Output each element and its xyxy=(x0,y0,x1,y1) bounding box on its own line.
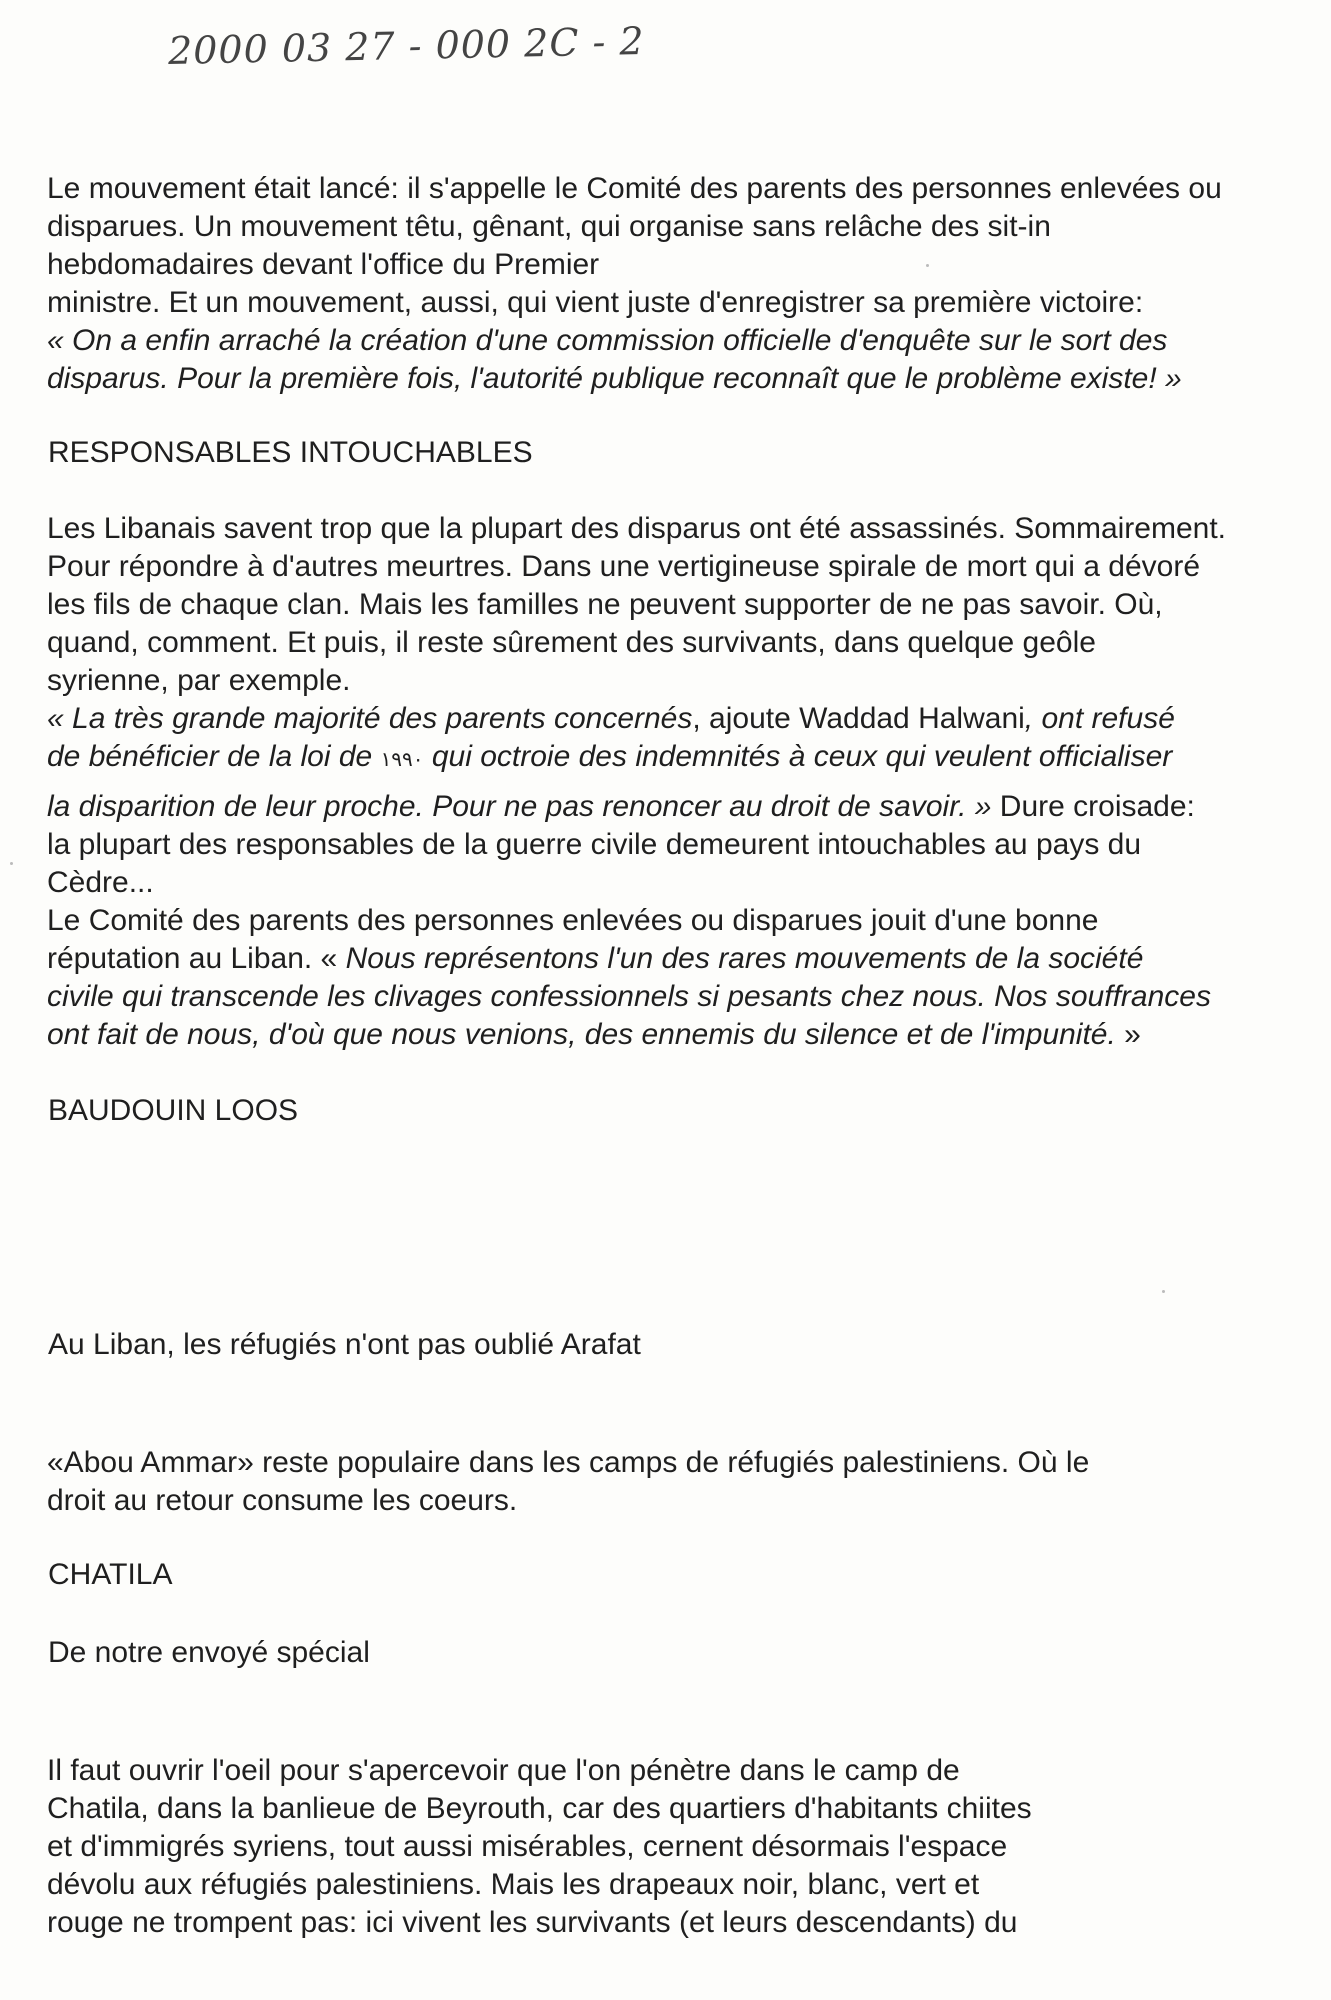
paragraph-line: disparues. Un mouvement têtu, gênant, qui organise sans relâche des sit-in xyxy=(47,210,1051,243)
quote-line: « On a enfin arraché la création d'une commission officielle d'enquête sur le sort des xyxy=(47,324,1168,357)
lead-line: «Abou Ammar» reste populaire dans les camps de réfugiés palestiniens. Où le xyxy=(47,1446,1090,1479)
quote-line: civile qui transcende les clivages confessionnels si pesants chez nous. Nos souffrances xyxy=(47,980,1211,1013)
text-fragment: Dure croisade: xyxy=(991,790,1195,823)
quote-fragment: la disparition de leur proche. Pour ne pas renoncer au droit de savoir. » xyxy=(47,790,992,823)
quote-fragment: Nous représentons l'un des rares mouvements de la société xyxy=(345,942,1144,975)
paragraph-line: et d'immigrés syriens, tout aussi misérables, cernent désormais l'espace xyxy=(47,1830,1008,1863)
scan-speck xyxy=(926,264,929,267)
text-fragment: réputation au Liban. « xyxy=(47,942,346,975)
paragraph-line: les fils de chaque clan. Mais les familles ne peuvent supporter de ne pas savoir. Où, xyxy=(47,588,1163,621)
paragraph-line: la plupart des responsables de la guerre civile demeurent intouchables au pays du xyxy=(47,828,1142,861)
paragraph-line xyxy=(47,940,1143,978)
paragraph-line: rouge ne trompent pas: ici vivent les survivants (et leurs descendants) du xyxy=(47,1906,1018,1939)
paragraph-line: Chatila, dans la banlieue de Beyrouth, car des quartiers d'habitants chiites xyxy=(47,1792,1032,1825)
quote-fragment: qui octroie des indemnités à ceux qui veulent officialiser xyxy=(423,740,1173,773)
paragraph-line: Pour répondre à d'autres meurtres. Dans une vertigineuse spirale de mort qui a dévoré xyxy=(47,550,1201,583)
scan-speck xyxy=(10,862,13,865)
handwritten-reference-number: 2000 03 27 - 000 2C - 2 xyxy=(167,19,646,73)
paragraph-line: Le Comité des parents des personnes enlevées ou disparues jouit d'une bonne xyxy=(47,904,1099,937)
paragraph-line: Il faut ouvrir l'oeil pour s'apercevoir que l'on pénètre dans le camp de xyxy=(47,1754,960,1787)
paragraph-line: Les Libanais savent trop que la plupart des disparus ont été assassinés. Sommairement. xyxy=(47,512,1226,545)
quote-line xyxy=(47,738,1172,779)
quote-line xyxy=(47,1016,1141,1054)
paragraph-line: dévolu aux réfugiés palestiniens. Mais les drapeaux noir, blanc, vert et xyxy=(47,1868,980,1901)
lead-line: droit au retour consume les coeurs. xyxy=(47,1484,518,1517)
scan-speck xyxy=(1162,1290,1165,1293)
handwritten-number: ١٩٩٠ xyxy=(380,749,424,771)
author-signature: BAUDOUIN LOOS xyxy=(48,1094,299,1127)
quote-fragment: « La très grande majorité des parents concernés xyxy=(47,702,693,735)
dateline: CHATILA xyxy=(48,1558,173,1591)
text-fragment: , ajoute Waddad Halwani xyxy=(692,702,1025,735)
paragraph-line xyxy=(47,700,1175,738)
paragraph-line: hebdomadaires devant l'office du Premier xyxy=(47,248,600,281)
paragraph-line: Le mouvement était lancé: il s'appelle le Comité des parents des personnes enlevées ou xyxy=(47,172,1222,205)
paragraph-line: Cèdre... xyxy=(47,866,154,899)
paragraph-line: syrienne, par exemple. xyxy=(47,664,351,697)
text-fragment: » xyxy=(1115,1018,1141,1051)
paragraph-line xyxy=(47,788,1195,826)
byline: De notre envoyé spécial xyxy=(48,1636,370,1669)
quote-fragment: ont fait de nous, d'où que nous venions, des ennemis du silence et de l'impunité. xyxy=(47,1018,1116,1051)
quote-fragment: de bénéficier de la loi de xyxy=(47,740,381,773)
paragraph-line: quand, comment. Et puis, il reste sûrement des survivants, dans quelque geôle xyxy=(47,626,1096,659)
paragraph-line: ministre. Et un mouvement, aussi, qui vient juste d'enregistrer sa première victoire: xyxy=(47,286,1144,319)
quote-fragment: , ont refusé xyxy=(1024,702,1175,735)
article-title: Au Liban, les réfugiés n'ont pas oublié Arafat xyxy=(48,1328,641,1361)
quote-line: disparus. Pour la première fois, l'autorité publique reconnaît que le problème existe! » xyxy=(47,362,1182,395)
section-heading: RESPONSABLES INTOUCHABLES xyxy=(48,436,533,469)
